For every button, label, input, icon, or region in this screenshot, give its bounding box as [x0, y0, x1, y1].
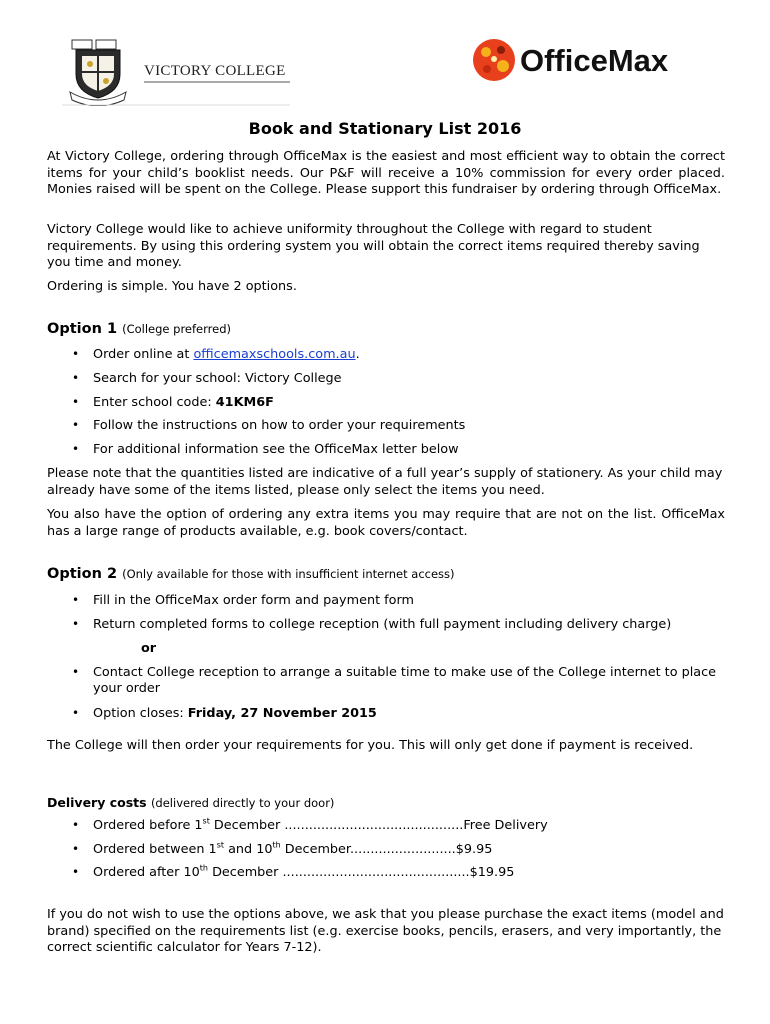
option1-title: Option 1 [47, 321, 118, 337]
delivery-subheading: (delivered directly to your door) [150, 796, 335, 810]
intro-paragraph-1: At Victory College, ordering through OfficeMax is the easiest and most efficient way to obtain the correct items for your child’s booklist needs. Our P&F will receive a 10% commission for every order placed. Monies raised will be spent on the College. Please support this fundraiser by ordering through OfficeMax. [47, 149, 725, 197]
delivery-text: Ordered between 1 [93, 842, 217, 857]
delivery-text: Ordered after 10 [93, 865, 200, 880]
list-item-text: Enter school code: [93, 395, 216, 410]
closing-date: Friday, 27 November 2015 [187, 706, 377, 721]
bullet-icon: • [72, 842, 80, 856]
delivery-text: December ..............................................$19.95 [208, 865, 515, 880]
option1-subheading: (College preferred) [122, 322, 231, 336]
list-item [93, 706, 728, 722]
bullet-icon: • [72, 593, 80, 607]
delivery-row [93, 842, 728, 858]
officemax-logo-text: OfficeMax [520, 43, 669, 78]
option2-heading [47, 566, 455, 582]
delivery-row [93, 818, 728, 834]
list-item [93, 347, 728, 363]
list-item-text: Option closes: [93, 706, 188, 721]
school-logo-text: VICTORY COLLEGE [144, 63, 286, 79]
list-item-text: Order online at [93, 347, 194, 362]
school-logo [62, 34, 292, 106]
bullet-icon: • [72, 865, 80, 879]
list-item: For additional information see the OfficeMax letter below [93, 442, 459, 457]
bullet-icon: • [72, 442, 80, 456]
delivery-heading [47, 795, 334, 810]
delivery-text: and 10 [224, 842, 273, 857]
ordinal-suffix: st [202, 816, 210, 826]
or-separator: or [141, 641, 157, 656]
college-order-note: The College will then order your requirements for you. This will only get done if payment is received. [47, 738, 694, 753]
ordinal-suffix: th [272, 840, 281, 850]
ordinal-suffix: th [199, 863, 208, 873]
delivery-title: Delivery costs [47, 795, 147, 810]
bullet-icon: • [72, 706, 80, 720]
page-title: Book and Stationary List 2016 [248, 119, 522, 138]
delivery-text: December..........................$9.95 [280, 842, 493, 857]
option1-heading [47, 321, 231, 337]
bullet-icon: • [72, 418, 80, 432]
option2-subheading: (Only available for those with insufficient internet access) [122, 567, 455, 581]
option2-title: Option 2 [47, 566, 118, 582]
list-item: Search for your school: Victory College [93, 371, 342, 386]
list-item: Follow the instructions on how to order your requirements [93, 418, 466, 433]
bullet-icon: • [72, 665, 80, 679]
list-item: Fill in the OfficeMax order form and payment form [93, 593, 414, 608]
bullet-icon: • [72, 347, 80, 361]
bullet-icon: • [72, 371, 80, 385]
intro-paragraph-3: Ordering is simple. You have 2 options. [47, 279, 297, 294]
list-item: Contact College reception to arrange a suitable time to make use of the College internet to place your order [93, 665, 717, 696]
delivery-text: Ordered before 1 [93, 818, 203, 833]
extra-items-note: You also have the option of ordering any extra items you may require that are not on the list. OfficeMax has a large range of products available, e.g. book covers/contact. [47, 507, 725, 539]
officemax-website-link[interactable]: officemaxschools.com.au [193, 347, 356, 362]
quantities-note: Please note that the quantities listed are indicative of a full year’s supply of stationery. As your child may already have some of the items listed, please only select the items you need. [47, 466, 723, 498]
ordinal-suffix: st [216, 840, 225, 850]
officemax-logo [472, 38, 722, 82]
delivery-text: December ............................................Free Delivery [209, 818, 548, 833]
delivery-row [93, 865, 728, 881]
list-item-text: . [355, 347, 360, 362]
bullet-icon: • [72, 617, 80, 631]
school-code: 41KM6F [215, 395, 274, 410]
list-item: Return completed forms to college reception (with full payment including delivery charge) [93, 617, 672, 632]
bullet-icon: • [72, 395, 80, 409]
intro-paragraph-2: Victory College would like to achieve uniformity throughout the College with regard to student requirements. By using this ordering system you will obtain the correct items required thereby saving you time and money. [47, 222, 700, 270]
bullet-icon: • [72, 818, 80, 832]
closing-paragraph: If you do not wish to use the options above, we ask that you please purchase the exact items (model and brand) specified on the requirements list (e.g. exercise books, pencils, erasers, and very importantly, the correct scientific calculator for Years 7-12). [47, 907, 724, 955]
list-item [93, 395, 728, 411]
